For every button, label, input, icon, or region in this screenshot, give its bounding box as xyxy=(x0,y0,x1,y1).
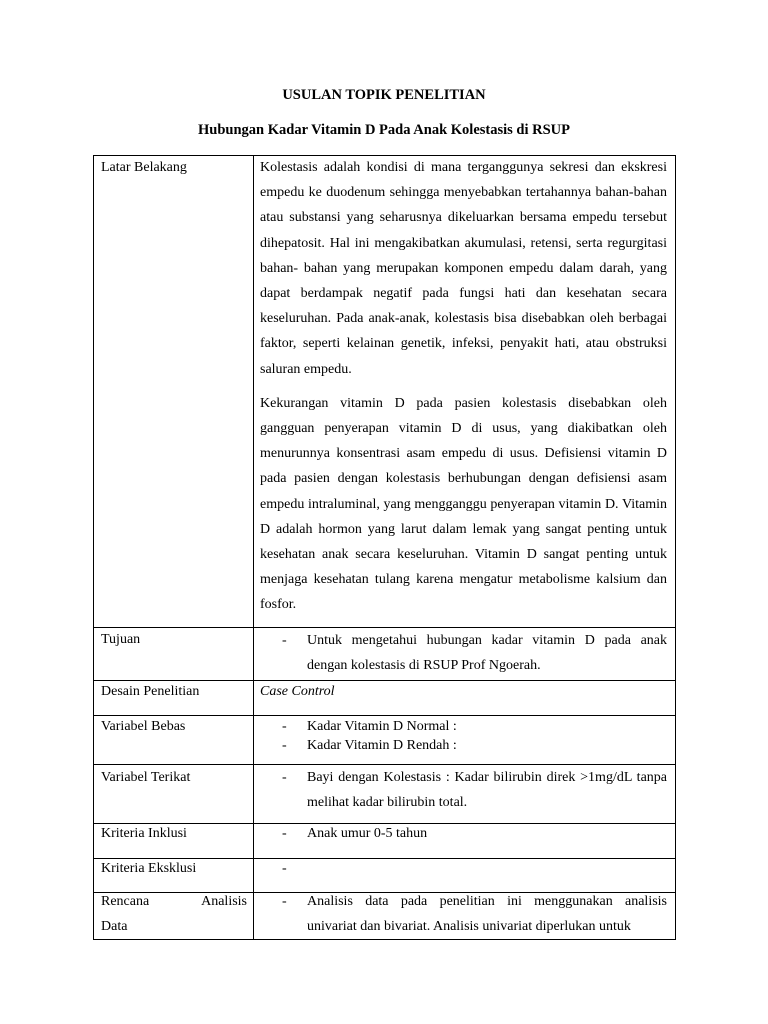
dash-bullet: - xyxy=(282,738,287,753)
row-value-rencana-analisis xyxy=(254,893,676,940)
list-item: - Anak umur 0-5 tahun xyxy=(260,824,667,844)
document-title: USULAN TOPIK PENELITIAN xyxy=(282,87,486,103)
bullet-list xyxy=(260,765,667,815)
row-label-kriteria-inklusi: Kriteria Inklusi xyxy=(94,824,254,859)
row-label-variabel-bebas: Variabel Bebas xyxy=(94,716,254,765)
document-subtitle: Hubungan Kadar Vitamin D Pada Anak Kolestasis di RSUP xyxy=(198,122,570,138)
proposal-table xyxy=(93,155,676,940)
bullet-list xyxy=(260,824,667,844)
dash-bullet: - xyxy=(282,719,287,734)
list-item: - Kadar Vitamin D Normal : xyxy=(282,719,457,734)
row-label-desain: Desain Penelitian xyxy=(94,681,254,716)
bullet-list xyxy=(260,628,667,678)
row-value-desain: Case Control xyxy=(254,681,676,716)
bullet-list xyxy=(260,889,667,939)
row-value-latar-belakang xyxy=(254,156,676,628)
table-row xyxy=(94,859,676,893)
table-row xyxy=(94,716,676,765)
dash-bullet: - xyxy=(282,861,287,876)
list-item: - Kadar Vitamin D Rendah : xyxy=(282,738,457,753)
row-label-variabel-terikat: Variabel Terikat xyxy=(94,765,254,824)
list-item: - Untuk mengetahui hubungan kadar vitamin D pada anak dengan kolestasis di RSUP Prof Ngoerah. xyxy=(260,628,667,678)
dash-bullet: - xyxy=(282,770,287,785)
row-label-kriteria-eksklusi: Kriteria Eksklusi xyxy=(94,859,254,893)
table-row xyxy=(94,765,676,824)
row-value-kriteria-inklusi xyxy=(254,824,676,859)
row-label-rencana-analisis: Rencana Analisis Data xyxy=(94,893,254,940)
bullet-list xyxy=(260,716,667,755)
table-row xyxy=(94,824,676,859)
row-label-latar-belakang: Latar Belakang xyxy=(94,156,254,628)
table-row xyxy=(94,681,676,716)
list-item: - Analisis data pada penelitian ini menggunakan analisis univariat dan bivariat. Analisis univariat diperlukan untuk xyxy=(260,889,667,939)
table-row xyxy=(94,628,676,681)
row-value-variabel-bebas xyxy=(254,716,676,765)
row-value-variabel-terikat xyxy=(254,765,676,824)
row-value-tujuan xyxy=(254,628,676,681)
table-row xyxy=(94,893,676,940)
table-row xyxy=(94,156,676,628)
list-item: - Bayi dengan Kolestasis : Kadar bilirubin direk >1mg/dL tanpa melihat kadar bilirubin total. xyxy=(260,765,667,815)
dash-bullet: - xyxy=(282,894,287,909)
paragraph: Kolestasis adalah kondisi di mana terganggunya sekresi dan ekskresi empedu ke duodenum sehingga menyebabkan tertahannya bahan-bahan atau substansi yang seharusnya dikeluarkan bersama empedu tersebut dihepatosit. Hal ini mengakibatkan akumulasi, retensi, serta regurgitasi bahan- bahan yang merupakan komponen empedu dalam darah, yang dapat berdampak negatif pada fungsi hati dan kesehatan secara keseluruhan. Pada anak-anak, kolestasis bisa disebabkan oleh berbagai faktor, seperti kelainan genetik, infeksi, penyakit hati, atau obstruksi saluran empedu. xyxy=(260,160,667,377)
paragraph: Kekurangan vitamin D pada pasien kolestasis disebabkan oleh gangguan penyerapan vitamin D di usus, yang diakibatkan oleh menurunnya konsentrasi asam empedu di usus. Defisiensi vitamin D pada pasien dengan kolestasis berhubungan dengan defisiensi asam empedu intraluminal, yang mengganggu penyerapan vitamin D. Vitamin D adalah hormon yang larut dalam lemak yang sangat penting untuk kesehatan anak secara keseluruhan. Vitamin D sangat penting untuk menjaga kesehatan tulang karena mengatur metabolisme kalsium dan fosfor. xyxy=(260,395,667,613)
row-label-tujuan: Tujuan xyxy=(94,628,254,681)
dash-bullet: - xyxy=(282,633,287,648)
row-value-kriteria-eksklusi xyxy=(254,859,676,893)
dash-bullet: - xyxy=(282,826,287,841)
